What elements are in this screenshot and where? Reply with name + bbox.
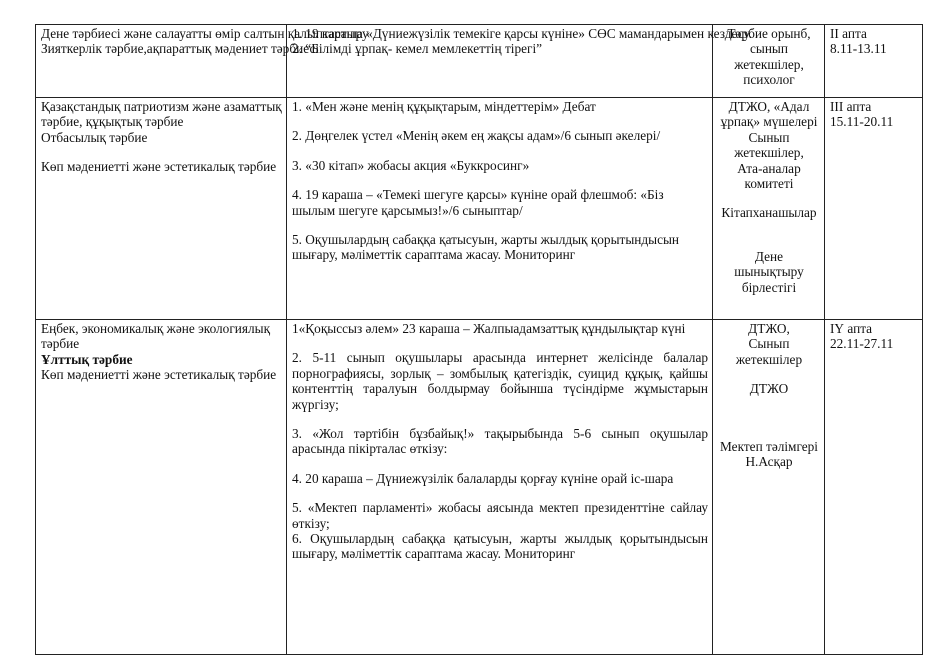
directions-cell [36,25,369,98]
responsible-text: шынықтыру [734,264,804,280]
directions-cell [36,98,287,320]
responsible-text: ұрпақ» мүшелері [720,114,818,130]
date-cell [825,25,923,98]
activity-text: 2. 5-11 сынып оқушылары арасында интернет желісінде балалар порнографиясы, зорлық – зомбылық қатегіздік, суицид құқық, қайшы контенттің таралуын болдырмау бойынша түсіндірме жұмыстарын жүргізу; [292,350,708,412]
activity-text: 5. «Мектеп парламенті» жобасы аясында мектеп президенттіне сайлау өткізу; [292,500,708,531]
plan-table [35,24,923,655]
week-label: ІҮ апта [830,321,873,336]
responsible-text: жетекшілер, [734,145,804,161]
date-cell [825,320,923,655]
direction-text: Көп мәдениетті және эстетикалық тәрбие [41,367,277,383]
responsible-text: Кітапханашылар [721,205,817,221]
activities-cell [287,98,713,320]
direction-text: Ұлттық тәрбие [41,351,133,367]
activity-text: 3. «30 кітап» жобасы акция «Буккросинг» [292,157,530,173]
activities-cell [287,320,713,655]
responsible-text: Мектеп тәлімгері [720,438,818,454]
responsible-text: психолог [743,72,795,88]
table-row [36,98,923,320]
responsible-text: Тәрбие орынб, [727,26,811,41]
activity-text: 6. Оқушылардың сабаққа қатысуын, жарты жылдық қорытындысын шығару, мәліметтік сараптама жасау. Мониторинг [292,531,708,562]
date-range: 8.11-13.11 [830,41,887,57]
responsible-text: жетекшілер, [734,56,804,72]
activities-cell [287,25,753,98]
activity-text: 2. Дөңгелек үстел «Менің әкем ең жақсы адам»/6 сынып әкелері/ [292,128,661,144]
responsible-text: бірлестігі [741,279,797,295]
direction-text: Көп мәдениетті және эстетикалық тәрбие [41,159,277,175]
responsible-cell [713,25,825,98]
responsible-text: ДТЖО [749,381,789,397]
table-row [36,320,923,655]
direction-text: Еңбек, экономикалық және экологиялық тәрбие [41,321,271,352]
activity-text: 1«Қоқыссыз әлем» 23 караша – Жалпыадамзаттық құндылықтар күні [292,321,686,336]
responsible-text: комитеті [744,176,794,192]
date-range: 22.11-27.11 [830,336,894,352]
responsible-text: сынып [749,41,788,57]
responsible-text: Дене [754,248,784,264]
responsible-text: Ата-аналар [737,160,801,176]
direction-text: Қазақстандық патриотизм және азаматтық тәрбие, құқықтық тәрбие [41,99,282,130]
responsible-cell [713,320,825,655]
activity-text: 5. Оқушылардың сабаққа қатысуын, жарты жылдық қорытындысын шығару, мәліметтік сараптама жасау. Мониторинг [292,232,680,263]
direction-text: Дене тәрбиесі және салауатты өмір салтын қалыптастыру [41,26,369,41]
week-label: II апта [830,26,867,41]
responsible-text: Сынып [748,129,790,145]
week-label: III апта [830,99,872,114]
activity-text: 2. “Білімді ұрпақ- кемел мемлекеттің тірегі” [292,41,543,57]
activity-text: 1. 19 караша «Дүниежүзілік темекіге қарсы күніне» СӨС мамандарымен кездесу. [292,26,753,41]
direction-text: Зияткерлік тәрбие,ақпараттық мәдениет тәрбиесі [41,41,320,57]
responsible-text: ДТЖО, «Адал [728,99,810,114]
directions-cell [36,320,287,655]
responsible-text: Сынып [748,336,790,352]
activity-text: 3. «Жол тәртібін бұзбайық!» тақырыбында 5-6 сынып оқушылар арасында пікірталас өткізу: [292,426,708,457]
activity-text: 1. «Мен және менің құқықтарым, міндеттерім» Дебат [292,99,596,114]
responsible-cell [713,98,825,320]
responsible-text: жетекшілер [735,351,803,367]
activity-text: 4. 20 караша – Дүниежүзілік балаларды қорғау күніне орай іс-шара [292,470,674,486]
activity-text: 4. 19 караша – «Темекі шегуге қарсы» күніне орай флешмоб: «Біз шылым шегуге қарсымыз!»/6 сыныптар/ [292,187,664,218]
date-cell [825,98,923,320]
table-row [36,25,923,98]
direction-text: Отбасылық тәрбие [41,129,148,145]
responsible-text: ДТЖО, [748,321,790,336]
responsible-text: Н.Асқар [745,454,793,470]
date-range: 15.11-20.11 [830,114,894,130]
